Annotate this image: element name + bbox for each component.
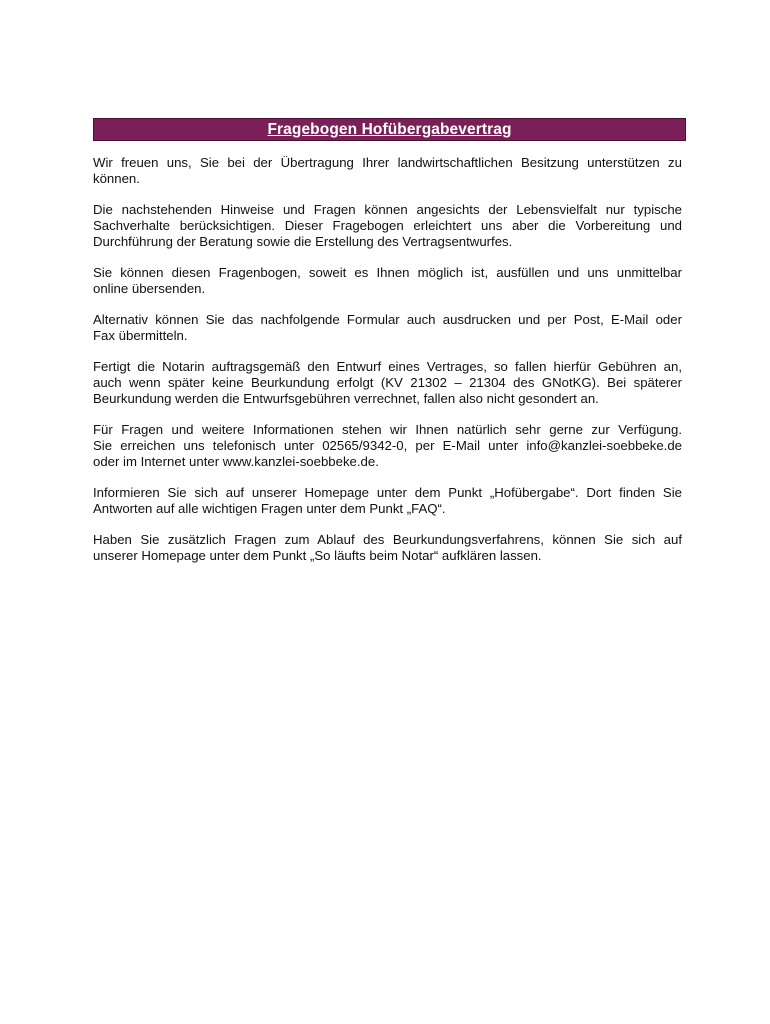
text-line: Sie können diesen Fragenbogen, soweit es Ihnen möglich ist, ausfüllen und uns unmittelbar [93, 265, 682, 280]
text-line: unserer Homepage unter dem Punkt „So läufts beim Notar“ aufklären lassen. [93, 548, 542, 563]
text-line: Beurkundung werden die Entwurfsgebühren verrechnet, fallen also nicht gesondert an. [93, 391, 599, 406]
text-line: Fax übermitteln. [93, 328, 188, 343]
paragraph-contact [93, 422, 682, 470]
text-line: Informieren Sie sich auf unserer Homepage unter dem Punkt „Hofübergabe“. Dort finden Sie [93, 485, 682, 500]
text-line: Antworten auf alle wichtigen Fragen unter dem Punkt „FAQ“. [93, 501, 446, 516]
text-line: Für Fragen und weitere Informationen stehen wir Ihnen natürlich sehr gerne zur Verfügung. [93, 422, 682, 437]
text-line: Fertigt die Notarin auftragsgemäß den Entwurf eines Vertrages, so fallen hierfür Gebühren an, [93, 359, 682, 374]
document-body [93, 155, 682, 579]
paragraph-online [93, 265, 682, 297]
paragraph-hints [93, 202, 682, 250]
text-line: auch wenn später keine Beurkundung erfolgt (KV 21302 – 21304 des GNotKG). Bei späterer [93, 375, 682, 390]
paragraph-homepage [93, 485, 682, 517]
text-line: Sachverhalte berücksichtigen. Dieser Fragebogen erleichtert uns aber die Vorbereitung und [93, 218, 682, 233]
text-line: können. [93, 171, 140, 186]
text-line: Wir freuen uns, Sie bei der Übertragung Ihrer landwirtschaftlichen Besitzung unterstützen zu [93, 155, 682, 170]
text-line: Durchführung der Beratung sowie die Erstellung des Vertragsentwurfes. [93, 234, 513, 249]
paragraph-alternative [93, 312, 682, 344]
text-line: Haben Sie zusätzlich Fragen zum Ablauf des Beurkundungsverfahrens, können Sie sich auf [93, 532, 682, 547]
title-bar [93, 118, 686, 141]
text-line: online übersenden. [93, 281, 206, 296]
paragraph-intro [93, 155, 682, 187]
text-line: oder im Internet unter www.kanzlei-soebbeke.de. [93, 454, 379, 469]
paragraph-fees [93, 359, 682, 407]
paragraph-procedure [93, 532, 682, 564]
text-line: Die nachstehenden Hinweise und Fragen können angesichts der Lebensvielfalt nur typische [93, 202, 682, 217]
document-title: Fragebogen Hofübergabevertrag [267, 120, 512, 138]
text-line: Sie erreichen uns telefonisch unter 02565/9342-0, per E-Mail unter info@kanzlei-soebbeke.de [93, 438, 682, 453]
text-line: Alternativ können Sie das nachfolgende Formular auch ausdrucken und per Post, E-Mail oder [93, 312, 682, 327]
